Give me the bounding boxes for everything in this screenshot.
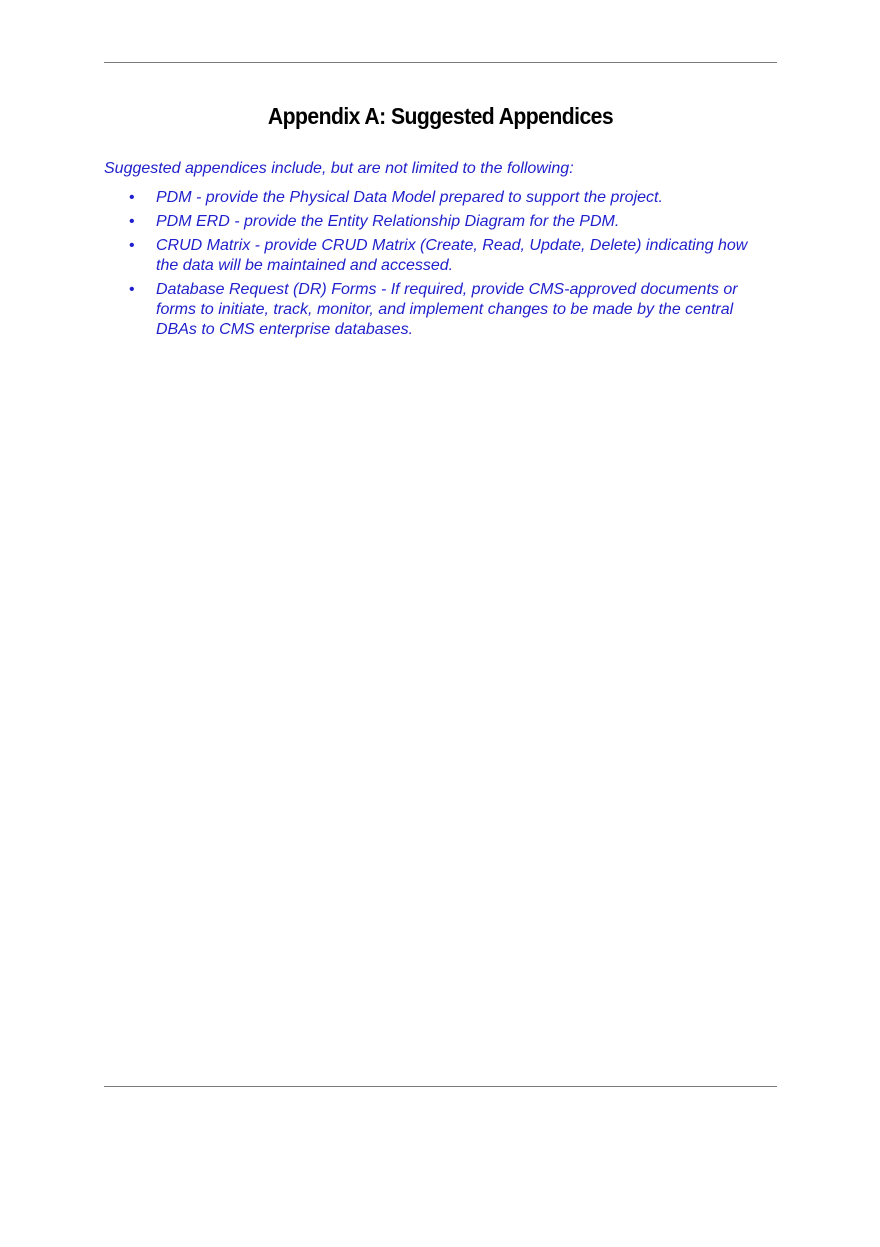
page-title: Appendix A: Suggested Appendices	[267, 103, 614, 129]
list-item-text: PDM - provide the Physical Data Model prepared to support the project.	[156, 189, 663, 206]
appendix-list	[104, 188, 777, 340]
list-item	[104, 188, 777, 208]
intro-text: Suggested appendices include, but are not limited to the following:	[104, 160, 574, 177]
footer-rule	[104, 1086, 777, 1087]
list-item-text: PDM ERD - provide the Entity Relationship Diagram for the PDM.	[156, 213, 620, 230]
list-item	[104, 236, 777, 276]
list-item	[104, 280, 777, 340]
bullet-icon: •	[129, 189, 135, 206]
header-rule	[104, 62, 777, 63]
list-item	[104, 212, 777, 232]
list-item-text: Database Request (DR) Forms - If required, provide CMS-approved documents or forms to initiate, track, monitor, and implement changes to be made by the central DBAs to CMS enterprise databases.	[156, 281, 738, 338]
bullet-icon: •	[129, 281, 135, 298]
appendix-content	[104, 159, 777, 344]
bullet-icon: •	[129, 213, 135, 230]
bullet-icon: •	[129, 237, 135, 254]
list-item-text: CRUD Matrix - provide CRUD Matrix (Create, Read, Update, Delete) indicating how the data will be maintained and accessed.	[156, 237, 748, 274]
